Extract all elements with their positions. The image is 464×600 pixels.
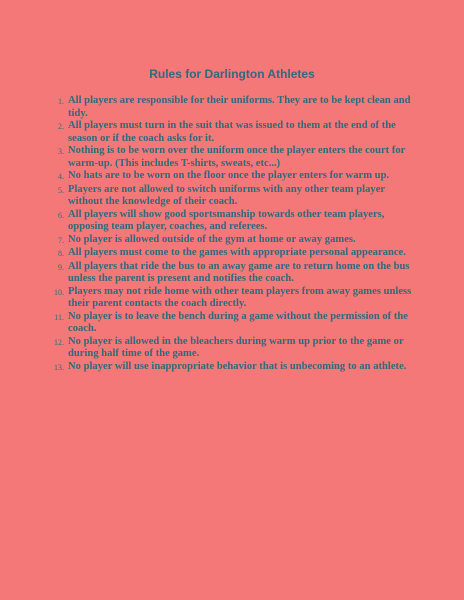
rule-text: All players must turn in the suit that was issued to them at the end of the season or if the coach asks for it. — [68, 120, 396, 144]
rule-number: 3. — [58, 147, 64, 156]
rule-item — [46, 361, 416, 375]
rule-number: 4. — [58, 172, 64, 181]
rule-text: All players must come to the games with appropriate personal appearance. — [68, 247, 406, 258]
rule-text: No player is allowed outside of the gym at home or away games. — [68, 233, 356, 245]
rule-number: 13. — [54, 362, 64, 372]
rule-item — [46, 247, 416, 261]
rule-text: No player is to leave the bench during a game without the permission of the coach. — [68, 310, 408, 334]
rule-number: 7. — [58, 235, 64, 245]
rule-item — [46, 261, 416, 286]
rule-item — [46, 234, 416, 248]
rule-number: 11. — [54, 312, 64, 322]
rules-list — [46, 95, 416, 374]
rule-item — [46, 95, 416, 120]
rule-item — [46, 336, 416, 361]
rule-number: 2. — [58, 122, 64, 131]
rule-text: All players are responsible for their uniforms. They are to be kept clean and tidy. — [68, 95, 411, 119]
rule-text: Nothing is to be worn over the uniform once the player enters the court for warm-up. (This includes T-shirts, sweats, etc...) — [68, 145, 406, 169]
rule-text: No player is allowed in the bleachers during warm up prior to the game or during half time of the game. — [68, 335, 404, 359]
rule-text: No player will use inappropriate behavior that is unbecoming to an athlete. — [68, 360, 407, 372]
rule-text: All players that ride the bus to an away game are to return home on the bus unless the parent is present and notifies the coach. — [68, 260, 410, 284]
rule-text: No hats are to be worn on the floor once the player enters for warm up. — [68, 170, 390, 181]
rule-number: 6. — [58, 210, 64, 220]
rule-item — [46, 145, 416, 170]
rule-item — [46, 286, 416, 311]
rule-number: 1. — [58, 97, 64, 106]
rule-number: 8. — [58, 249, 64, 258]
rule-number: 10. — [54, 287, 64, 297]
rule-number: 12. — [54, 337, 64, 347]
rule-text: Players may not ride home with other team players from away games unless their parent contacts the coach directly. — [68, 285, 412, 309]
document-title: Rules for Darlington Athletes — [149, 67, 315, 81]
rule-number: 5. — [58, 185, 64, 195]
rule-item — [46, 184, 416, 209]
rule-text: All players will show good sportsmanship towards other team players, opposing team player, coaches, and referees. — [68, 208, 385, 232]
rule-text: Players are not allowed to switch uniforms with any other team player without the knowledge of their coach. — [68, 183, 385, 207]
rule-item — [46, 311, 416, 336]
rule-item — [46, 209, 416, 234]
rule-number: 9. — [58, 262, 64, 272]
rule-item — [46, 170, 416, 184]
rule-item — [46, 120, 416, 145]
